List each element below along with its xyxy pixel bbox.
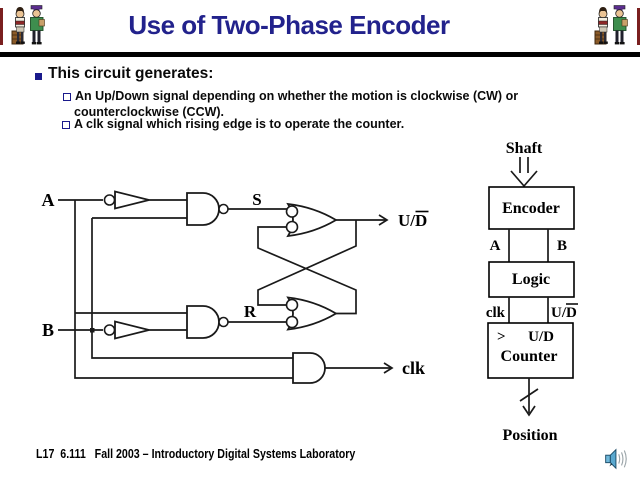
label-ud-with-overline xyxy=(398,211,429,230)
label-block-ud-with-overline xyxy=(551,304,578,321)
inverter-a-gate xyxy=(115,192,149,209)
sub-bullet-2-text: A clk signal which rising edge is to operate the counter. xyxy=(74,117,405,131)
sub-bullet-1-square xyxy=(63,93,71,101)
nand-gate-top xyxy=(187,193,219,225)
label-s: S xyxy=(252,190,262,209)
latch-top-input-bubble-1 xyxy=(287,206,298,217)
footer-course-text: L17 6.111 Fall 2003 – Introductory Digital Systems Laboratory xyxy=(36,446,356,461)
label-counter-ud: U/D xyxy=(528,329,554,345)
inverter-b-bubble xyxy=(105,325,115,335)
sub-bullet-1-line-1: An Up/Down signal depending on whether the motion is clockwise (CW) or xyxy=(75,89,519,103)
clock-edge-symbol: > xyxy=(497,329,506,345)
encoder-logic-circuit-diagram xyxy=(0,140,450,440)
shaft-arrow-shaft xyxy=(520,157,528,173)
label-position: Position xyxy=(502,427,558,444)
people-figures-clipart-right xyxy=(588,4,634,50)
main-bullet-square xyxy=(35,73,42,80)
latch-bottom-input-bubble-1 xyxy=(287,300,298,311)
and-gate xyxy=(293,353,325,383)
speaker-icon[interactable] xyxy=(601,444,629,472)
label-a: A xyxy=(41,190,55,210)
sub-bullet-2-square xyxy=(62,121,70,129)
encoder-block-diagram xyxy=(450,135,640,447)
sub-bullet-1-line-2: counterclockwise (CCW). xyxy=(74,105,225,119)
nand-top-bubble xyxy=(219,205,228,214)
junction-dot-b xyxy=(90,328,95,333)
label-block-ud: U/D xyxy=(551,305,577,321)
label-clk: clk xyxy=(402,358,426,378)
label-block-clk: clk xyxy=(485,305,505,321)
label-shaft: Shaft xyxy=(505,140,543,157)
nand-gate-bottom xyxy=(187,306,219,338)
label-logic: Logic xyxy=(511,271,551,288)
inverter-b-gate xyxy=(115,322,149,339)
main-bullet-text: This circuit generates: xyxy=(48,65,214,82)
shaft-arrowhead xyxy=(511,171,537,186)
label-encoder: Encoder xyxy=(502,200,560,217)
latch-top-input-bubble-2 xyxy=(287,222,298,233)
label-block-b: B xyxy=(556,238,568,254)
title-divider-rule xyxy=(0,52,640,57)
inverter-a-bubble xyxy=(105,195,115,205)
nand-bottom-bubble xyxy=(219,318,228,327)
label-ud: U/D xyxy=(398,211,428,230)
label-block-a: A xyxy=(489,238,501,254)
label-counter: Counter xyxy=(500,348,558,365)
label-r: R xyxy=(243,302,257,321)
sound-waves xyxy=(619,451,626,468)
latch-bottom-input-bubble-2 xyxy=(287,317,298,328)
slide-title: Use of Two-Phase Encoder xyxy=(128,10,450,40)
label-b: B xyxy=(41,320,55,340)
